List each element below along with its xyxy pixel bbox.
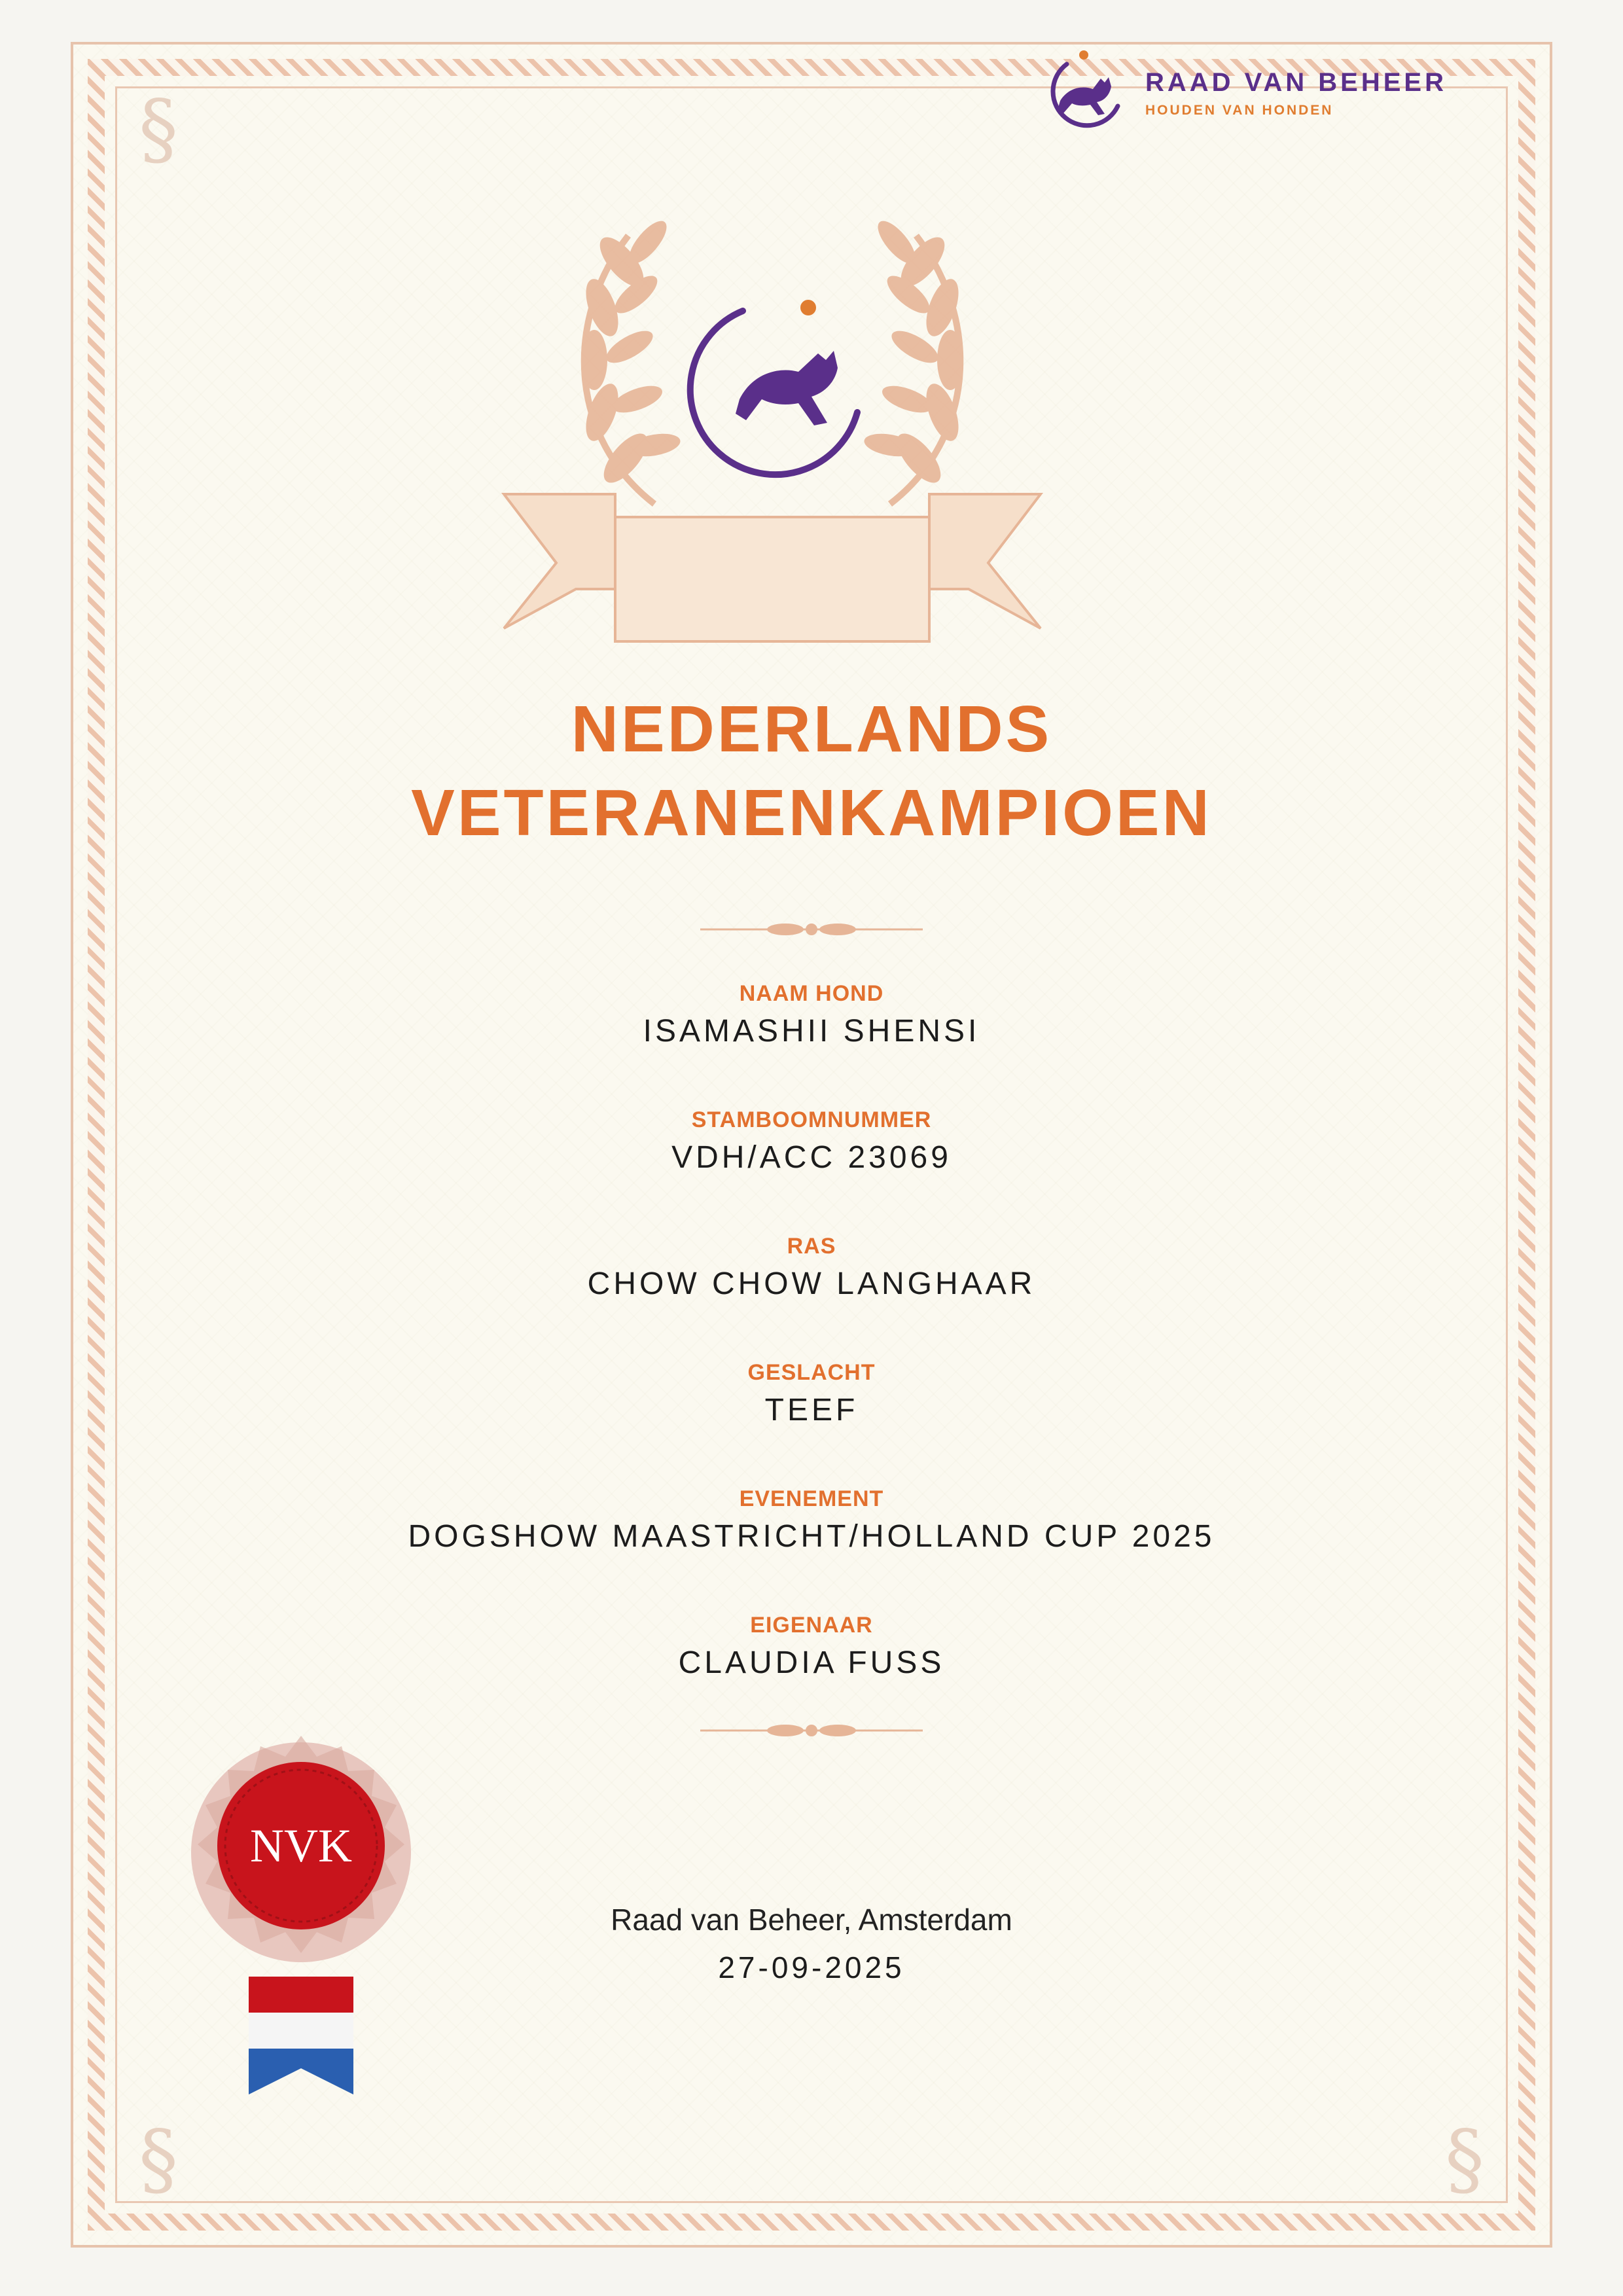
corner-ornament-bottom-right-icon: § [1445, 2114, 1484, 2205]
issue-date: 27-09-2025 [718, 1950, 905, 1984]
corner-ornament-top-left-icon: § [139, 84, 178, 175]
field-value: TEEF [764, 1393, 859, 1427]
laurel-wreath-emblem [491, 164, 1054, 661]
divider-ornament-icon [700, 916, 923, 942]
logo-title: RAAD VAN BEHEER [1145, 68, 1447, 97]
certificate-fields [0, 979, 1623, 1737]
corner-ornament-bottom-left-icon: § [139, 2114, 178, 2205]
field-breed [0, 1232, 1623, 1358]
field-label: EVENEMENT [739, 1486, 884, 1511]
field-value: CLAUDIA FUSS [678, 1645, 945, 1680]
field-event [0, 1484, 1623, 1611]
field-value: ISAMASHII SHENSI [643, 1014, 980, 1049]
field-value: VDH/ACC 23069 [671, 1140, 952, 1175]
dog-leaping-icon [1041, 46, 1132, 137]
title-line-2: VETERANENKAMPIOEN [411, 776, 1212, 850]
raad-van-beheer-logo [1041, 46, 1446, 137]
divider-ornament-bottom-icon [700, 1717, 923, 1744]
field-label: NAAM HOND [739, 981, 884, 1006]
certificate-title [0, 687, 1623, 855]
certificate-footer [0, 1897, 1623, 1992]
logo-subtitle: HOUDEN VAN HONDEN [1145, 103, 1334, 118]
field-pedigree-number [0, 1105, 1623, 1232]
field-label: RAS [787, 1234, 836, 1259]
field-value: DOGSHOW MAASTRICHT/HOLLAND CUP 2025 [408, 1519, 1215, 1554]
field-label: STAMBOOMNUMMER [691, 1107, 932, 1132]
issuing-place: Raad van Beheer, Amsterdam [611, 1903, 1012, 1937]
field-label: EIGENAAR [750, 1613, 873, 1638]
field-value: CHOW CHOW LANGHAAR [587, 1266, 1036, 1301]
field-sex [0, 1358, 1623, 1484]
seal-text: NVK [250, 1820, 352, 1872]
title-line-1: NEDERLANDS [571, 692, 1052, 766]
field-label: GESLACHT [747, 1360, 876, 1385]
field-dog-name [0, 979, 1623, 1105]
